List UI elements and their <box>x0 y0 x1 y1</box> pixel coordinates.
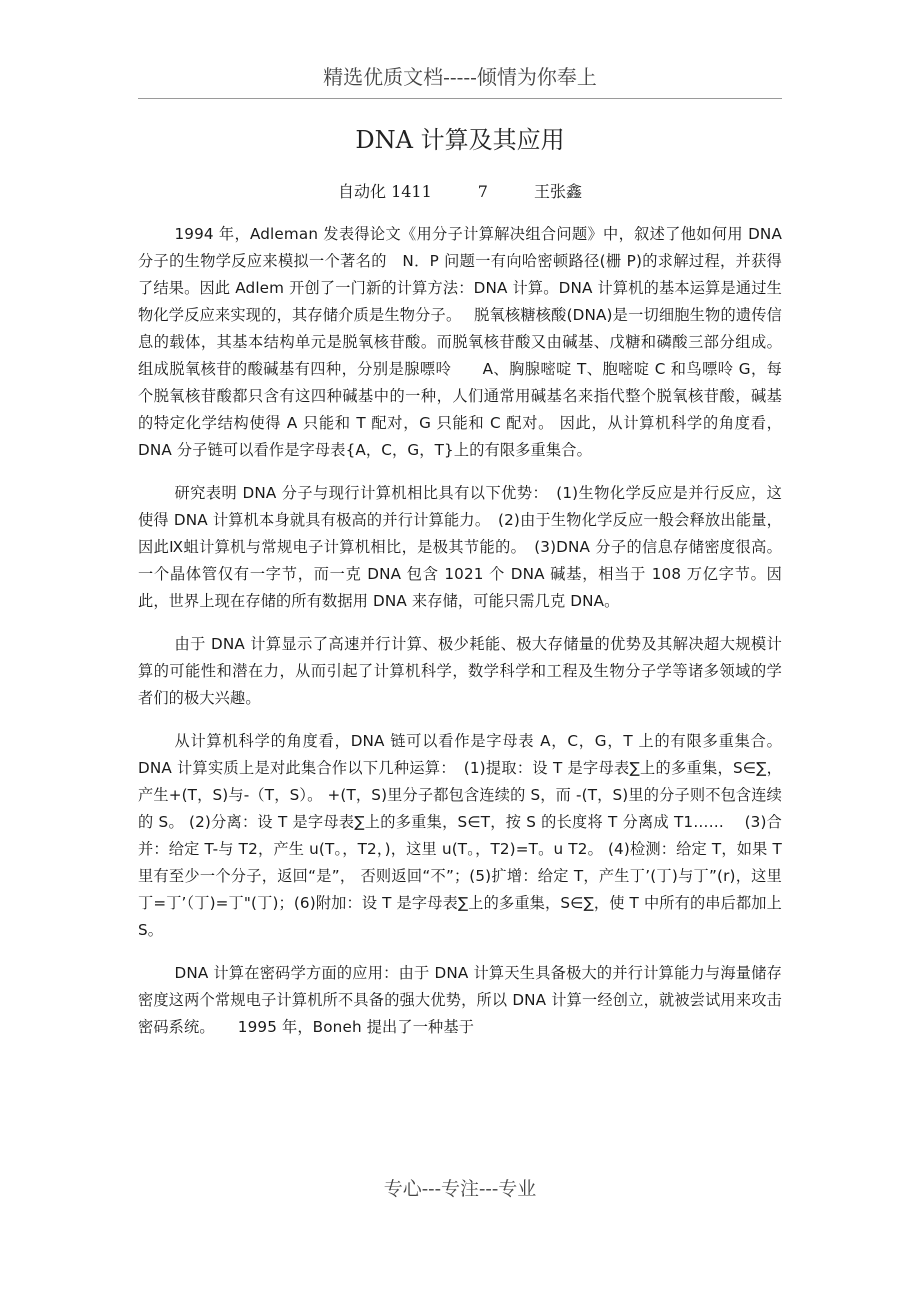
paragraph-operations: 从计算机科学的角度看，DNA 链可以看作是字母表 A，C，G，T 上的有限多重集合。DNA 计算实质上是对此集合作以下几种运算： (1)提取：设 T 是字母表∑上的多重集，S∈∑，产生+(T，S)与-（T，S）。 +(T，S)里分子都包含连续的 S，而 -(T，S)里的分子则不包含连续的 S。 (2)分离：设 T 是字母表∑上的多重集，S∈T，按 S 的长度将 T 分离成 T1…… (3)合并：给定 T-与 T2，产生 u(T。，T2，)，这里 u(T。，T2)=T。u T2。 (4)检测：给定 T，如果 T 里有至少一个分子，返回“是”， 否则返回“不”；(5)扩增：给定 T，产生丁’(丁)与丁”(r)，这里丁=丁’（丁)=丁"(丁)；(6)附加：设 T 是字母表∑上的多重集，S∈∑，使 T 中所有的串后都加上 S。 <box>138 732 782 939</box>
byline-class: 自动化 1411 <box>337 182 432 201</box>
page-footer: 专心---专注---专业 <box>383 1178 537 1200</box>
paragraph-cryptography: DNA 计算在密码学方面的应用：由于 DNA 计算天生具备极大的并行计算能力与海量储存密度这两个常规电子计算机所不具备的强大优势，所以 DNA 计算一经创立，就被尝试用来攻击密码系统。 1995 年，Boneh 提出了一种基于 <box>138 964 782 1036</box>
document-body <box>138 221 782 1057</box>
page-header: 精选优质文档-----倾情为你奉上 <box>323 65 597 89</box>
author-byline <box>138 177 782 207</box>
paragraph-interest: 由于 DNA 计算显示了高速并行计算、极少耗能、极大存储量的优势及其解决超大规模计算的可能性和潜在力，从而引起了计算机科学，数学科学和工程及生物分子学等诸多领域的学者们的极大兴趣。 <box>138 635 782 707</box>
paragraph-intro: 1994 年，Adleman 发表得论文《用分子计算解决组合问题》中，叙述了他如何用 DNA 分子的生物学反应来模拟一个著名的 N．P 问题一有向哈密顿路径(栅 P)的求解过程，并获得了结果。因此 Adlem 开创了一门新的计算方法：DNA 计算。DNA 计算机的基本运算是通过生物化学反应来实现的，其存储介质是生物分子。 脱氧核糖核酸(DNA)是一切细胞生物的遗传信息的载体，其基本结构单元是脱氧核苷酸。而脱氧核苷酸又由碱基、戊糖和磷酸三部分组成。组成脱氧核苷的酸碱基有四种，分别是腺嘌呤 A、胸腺嘧啶 T、胞嘧啶 C 和鸟嘌呤 G，每个脱氧核苷酸都只含有这四种碱基中的一种，人们通常用碱基名来指代整个脱氧核苷酸，碱基的特定化学结构使得 A 只能和 T 配对，G 只能和 C 配对。 因此，从计算机科学的角度看，DNA 分子链可以看作是字母表{A，C，G，T}上的有限多重集合。 <box>138 225 782 459</box>
header-divider <box>138 98 782 99</box>
byline-number: 7 <box>477 182 488 201</box>
document-title: DNA 计算及其应用 <box>355 126 565 154</box>
paragraph-advantages: 研究表明 DNA 分子与现行计算机相比具有以下优势： (1)生物化学反应是并行反应，这使得 DNA 计算机本身就具有极高的并行计算能力。 (2)由于生物化学反应一般会释放出能量，因此Ⅸ蛆计算机与常规电子计算机相比，是极其节能的。 (3)DNA 分子的信息存储密度很高。一个晶体管仅有一字节，而一克 DNA 包含 1021 个 DNA 碱基，相当于 108 万亿字节。因此，世界上现在存储的所有数据用 DNA 来存储，可能只需几克 DNA。 <box>138 484 782 610</box>
byline-author: 王张鑫 <box>533 182 582 201</box>
